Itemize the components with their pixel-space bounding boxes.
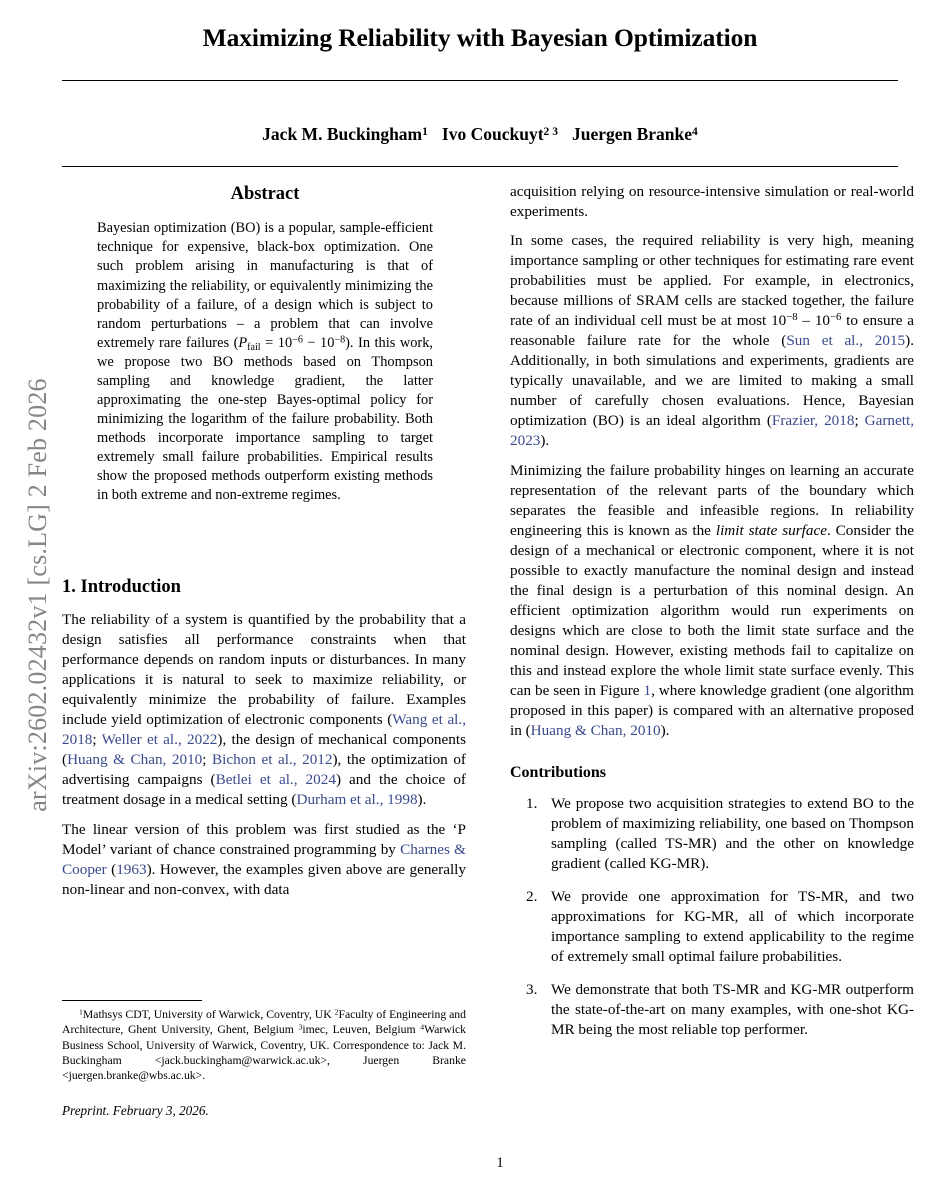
right-paragraph-1: acquisition relying on resource-intensive simulation or real-world experiments. xyxy=(510,183,914,220)
abstract-section xyxy=(62,182,466,505)
page-title: Maximizing Reliability with Bayesian Optimization xyxy=(202,23,758,52)
footnote-rule xyxy=(62,1000,202,1001)
intro-p2-text-b: ( xyxy=(106,860,117,878)
author-list xyxy=(60,124,900,145)
author-affiliation-marker: 4 xyxy=(692,125,698,138)
page-number: 1 xyxy=(496,1155,504,1171)
list-item xyxy=(510,980,914,1040)
right-paragraph-2 xyxy=(510,231,914,451)
author-entry xyxy=(572,124,698,144)
citation-charnes-cooper[interactable]: Charnes & Cooper xyxy=(62,840,466,878)
right-p2-text-a: In some cases, the required reliability is very high, meaning importance sampling or other techniques for estimating rare event probabilities must be applied. For example, in electronics, because millions of SRAM cells are stacked together, the failure rate of an individual cell must be at most 10 xyxy=(510,232,914,330)
contributions-spacer xyxy=(510,750,914,762)
abstract-text-part1: Bayesian optimization (BO) is a popular, sample-efficient technique for expensive, black-box optimization. One such problem arising in manufacturing is that of maximizing the reliability, or equivalently minimizing the probability of a failure, of a design which is subject to random perturbations – a problem that can involve extremely rare failures ( xyxy=(97,220,433,351)
citation-sun-2015[interactable]: Sun et al., 2015 xyxy=(786,332,906,350)
intro-p1-text-a: The reliability of a system is quantified by the probability that a design satisfies all performance constraints when that performance depends on random inputs or disturbances. In many applications it is natural to seek to maximize reliability, or equivalently minimize the probability of failure. Examples include yield optimization of electronic components ( xyxy=(62,611,466,729)
preprint-notice: Preprint. February 3, 2026. xyxy=(62,1102,209,1118)
figure-reference-1[interactable]: 1 xyxy=(643,681,652,699)
intro-p1-text-c: ), the design of mechanical components ( xyxy=(62,731,466,769)
right-p2-text-f: ). xyxy=(540,432,550,450)
contribution-text: We propose two acquisition strategies to extend BO to the problem of maximizing reliability, one based on Thompson sampling (called TS-MR) and the other on knowledge gradient (called KG-MR). xyxy=(551,795,914,873)
title-rule-top xyxy=(62,80,898,81)
right-column xyxy=(510,182,914,1040)
citation-durham-1998[interactable]: Durham et al., 1998 xyxy=(296,791,418,809)
footnote-affil-4: Warwick Business School, University of Warwick, Coventry, UK. Correspondence to: Jack M. Buckingham <jack.buckingham@warwick.ac.uk>, Juergen Branke <juergen.branke@wbs.ac.uk>. xyxy=(62,1023,466,1083)
title-rule-bottom xyxy=(62,166,898,167)
math-equals: = 10 xyxy=(260,334,293,351)
abstract-heading: Abstract xyxy=(230,184,300,204)
footnote-indent xyxy=(62,1008,79,1021)
right-p2-text-d: ). Additionally, in both simulations and experiments, gradients are typically unavailable, and we are limited to making a small number of carefully chosen evaluations. Hence, Bayesian optimization (BO) is an ideal algorithm ( xyxy=(510,332,914,430)
list-item xyxy=(510,887,914,967)
author-entry xyxy=(262,124,428,144)
citation-betlei-2024[interactable]: Betlei et al., 2024 xyxy=(215,771,336,789)
intro-p1-sep-2: ; xyxy=(202,751,213,769)
citation-garnett-2023[interactable]: Garnett, 2023 xyxy=(510,412,914,450)
right-p3-text-c: , where knowledge gradient (one algorithm proposed in this paper) is compared with an alternative proposed in ( xyxy=(510,681,914,739)
author-name: Juergen Branke xyxy=(571,124,693,144)
footnote-marker-2: 2 xyxy=(334,1007,339,1017)
arxiv-stamp-text: arXiv:2602.02432v1 [cs.LG] 2 Feb 2026 xyxy=(23,378,52,812)
intro-p2-text-a: The linear version of this problem was first studied as the ‘P Model’ variant of chance constrained programming by xyxy=(62,820,466,858)
math-exponent-neg6: −6 xyxy=(830,312,842,324)
right-p3-text-d: ). xyxy=(660,721,670,739)
math-exponent-1: −6 xyxy=(292,334,303,346)
footnote-affil-1: Mathsys CDT, University of Warwick, Coventry, UK xyxy=(82,1008,335,1021)
contributions-list xyxy=(510,794,914,1040)
citation-wang-2018[interactable]: Wang et al., 2018 xyxy=(62,711,466,749)
footnote-marker-1: 1 xyxy=(79,1007,83,1017)
abstract-text-part2: ). In this work, we propose two BO methods based on Thompson sampling and knowledge gradient, the latter approximating the one-step Bayes-optimal policy for minimizing the logarithm of the failure probability. Both methods incorporate importance sampling to target extremely small failure probabilities. Empirical results show the proposed methods outperform existing methods in both extreme and non-extreme regimes. xyxy=(97,334,434,504)
left-column xyxy=(62,182,466,909)
title-block xyxy=(60,22,900,54)
footnote-marker-3: 3 xyxy=(298,1022,303,1032)
citation-huang-chan-2010-b[interactable]: Huang & Chan, 2010 xyxy=(530,721,661,739)
right-p3-text-a: Minimizing the failure probability hinges on learning an accurate representation of the relevant parts of the boundary which separates the feasible and infeasible regions. In reliability engineering this is known as the xyxy=(510,461,914,539)
emphasis-limit-state-surface: limit state surface xyxy=(715,521,827,539)
footnote-area xyxy=(62,1000,466,1119)
citation-huang-chan-2010[interactable]: Huang & Chan, 2010 xyxy=(67,751,203,769)
author-name: Ivo Couckuyt xyxy=(441,124,544,144)
citation-charnes-cooper-year[interactable]: 1963 xyxy=(116,860,147,878)
abstract-spacer xyxy=(62,515,466,575)
footnote-affil-3: imec, Leuven, Belgium xyxy=(302,1023,421,1037)
right-p3-text-b: . Consider the design of a mechanical or electronic component, where it is not possible to exactly manufacture the nominal design and instead the final design is a perturbation of this nominal design. An efficient optimization algorithm would run experiments on designs which are close to both the limit state surface and the nominal design. However, existing methods fail to capitalize on this and instead explore the whole limit state surface evenly. This can be seen in Figure xyxy=(510,521,914,699)
citation-frazier-2018[interactable]: Frazier, 2018 xyxy=(771,412,855,430)
footnote-affil-2: Faculty of Engineering and Architecture, Ghent University, Ghent, Belgium xyxy=(62,1008,466,1037)
intro-paragraph-1 xyxy=(62,610,466,810)
abstract-body xyxy=(97,219,433,505)
math-dash: − 10 xyxy=(302,334,335,351)
intro-p1-text-e: ), the optimization of advertising campaigns ( xyxy=(62,751,466,789)
contribution-text: We demonstrate that both TS-MR and KG-MR outperform the state-of-the-art on many examples, with one-shot KG-MR being the most reliable top performer. xyxy=(551,980,914,1038)
contributions-heading: Contributions xyxy=(510,764,607,782)
footnote-text xyxy=(62,1007,466,1084)
math-exponent-2: −8 xyxy=(334,334,346,346)
intro-paragraph-2 xyxy=(62,820,466,900)
section-heading-introduction: 1. Introduction xyxy=(62,576,181,597)
right-p2-sep: ; xyxy=(854,412,865,430)
author-name: Jack M. Buckingham xyxy=(262,124,423,144)
math-p-symbol: P xyxy=(238,334,248,351)
intro-p1-sep-1: ; xyxy=(92,731,102,749)
intro-p1-text-g: ). xyxy=(417,791,427,809)
right-p2-dash: – 10 xyxy=(797,312,831,330)
author-affiliation-marker: 2 3 xyxy=(543,125,558,138)
citation-weller-2022[interactable]: Weller et al., 2022 xyxy=(101,731,218,749)
author-affiliation-marker: 1 xyxy=(422,125,428,138)
math-exponent-neg8: −8 xyxy=(786,312,798,324)
right-paragraph-3 xyxy=(510,461,914,741)
intro-p1-text-f: ) and the choice of treatment dosage in a medical setting ( xyxy=(62,771,466,809)
citation-bichon-2012[interactable]: Bichon et al., 2012 xyxy=(212,751,333,769)
contribution-text: We provide one approximation for TS-MR, and two approximations for KG-MR, all of which incorporate importance sampling to extend applicability to the regime of extremely small optimal failure probabilities. xyxy=(551,888,914,965)
author-entry xyxy=(442,124,558,144)
intro-p2-text-c: ). However, the examples given above are generally non-linear and non-convex, with data xyxy=(62,860,466,898)
right-p2-text-c: to ensure a reasonable failure rate for the whole ( xyxy=(510,312,915,350)
footnote-marker-4: 4 xyxy=(420,1022,425,1032)
arxiv-stamp xyxy=(0,0,58,1200)
list-item xyxy=(510,794,914,874)
math-p-subscript: fail xyxy=(247,341,261,353)
paper-page xyxy=(58,0,942,1200)
